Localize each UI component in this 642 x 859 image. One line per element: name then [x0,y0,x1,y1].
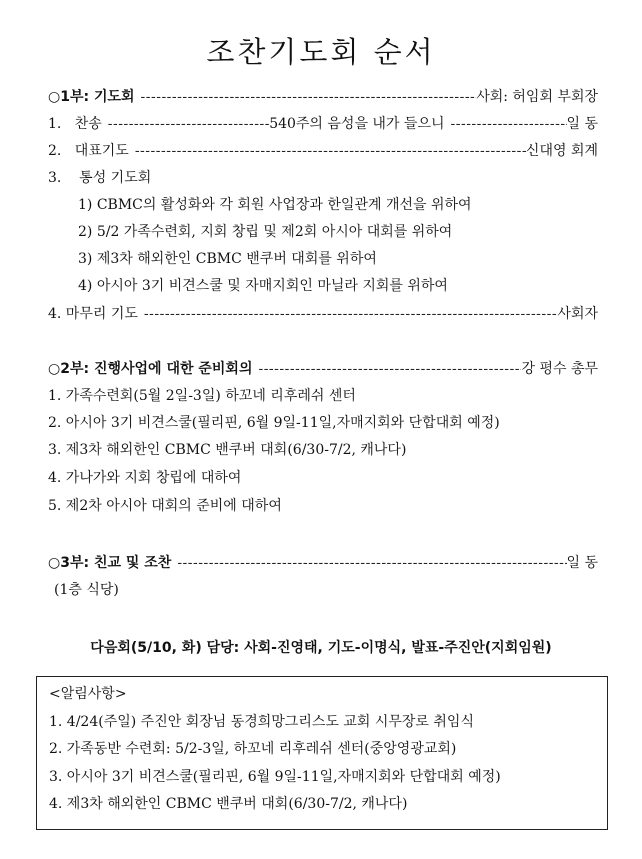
item-number: 3. [48,170,62,186]
part3-note: (1층 식당) [54,582,119,598]
notice-box [36,676,608,830]
prayer-topic-4: 4) 아시아 3기 비견스쿨 및 자매지회인 마닐라 지회를 위하여 [78,278,448,294]
part1-item-3 [48,169,151,187]
part1-host: 사회: 허임회 부회장 [476,89,598,105]
part2-item-2: 2. 아시아 3기 비견스쿨(필리핀, 6월 9일-11일,자매지회와 단합대회 예정) [48,415,500,431]
next-meeting: 다음회(5/10, 화) 담당: 사회-진영태, 기도-이명식, 발표-주진안(지회임원) [90,640,552,656]
notice-item-4: 4. 제3차 해외한인 CBMC 밴쿠버 대회(6/30-7/2, 캐나다) [49,796,408,812]
item-label: 통성 기도회 [79,170,152,186]
part3-header-row [48,554,598,572]
part2-item-5: 5. 제2차 아시아 대회의 준비에 대하여 [48,498,282,514]
part1-header: ○1부: 기도회 [48,89,135,105]
part1-item-2 [48,142,598,160]
item-label: 대표기도 [74,143,129,159]
part1-header-row [48,88,598,106]
part2-header-row [48,360,598,378]
notice-item-2: 2. 가족동반 수련회: 5/2-3일, 하꼬네 리후레쉬 센터(중앙영광교회) [49,741,457,757]
prayer-topic-3: 3) 제3차 해외한인 CBMC 밴쿠버 대회를 위하여 [78,251,377,267]
page-title: 조찬기도회 순서 [206,35,436,69]
item-leader: 일 동 [566,116,598,132]
prayer-topic-2: 2) 5/2 가족수련회, 지회 창립 및 제2회 아시아 대회를 위하여 [78,224,453,240]
part2-header: ○2부: 진행사업에 대한 준비회의 [48,361,253,377]
part2-item-1: 1. 가족수련회(5월 2일-3일) 하꼬네 리후레쉬 센터 [48,388,356,404]
prayer-topic-1: 1) CBMC의 활성화와 각 회원 사업장과 한일관계 개선을 위하여 [78,197,472,213]
item-number: 2. [48,143,62,159]
part1-closing [48,305,598,323]
part3-header: ○3부: 친교 및 조찬 [48,555,172,571]
part3-host: 일 동 [566,555,598,571]
part2-item-3: 3. 제3차 해외한인 CBMC 밴쿠버 대회(6/30-7/2, 캐나다) [48,442,407,458]
notice-item-1: 1. 4/24(주일) 주진안 회장님 동경희망그리스도 교회 시무장로 취임식 [49,714,474,730]
notice-header: <알림사항> [49,686,127,702]
item-label: 찬송 [74,116,102,132]
part2-host: 강 평수 총무 [521,361,598,377]
closing-label: 4. 마무리 기도 [48,306,138,322]
part2-item-4: 4. 가나가와 지회 창립에 대하여 [48,470,242,486]
item-leader: 신대영 회계 [525,143,598,159]
item-number: 1. [48,116,62,132]
closing-leader: 사회자 [557,306,598,322]
item-hymn: 540주의 음성을 내가 들으니 [269,116,445,132]
notice-item-3: 3. 아시아 3기 비견스쿨(필리핀, 6월 9일-11일,자매지회와 단합대회 예정) [49,769,501,785]
part1-item-1 [48,115,598,133]
